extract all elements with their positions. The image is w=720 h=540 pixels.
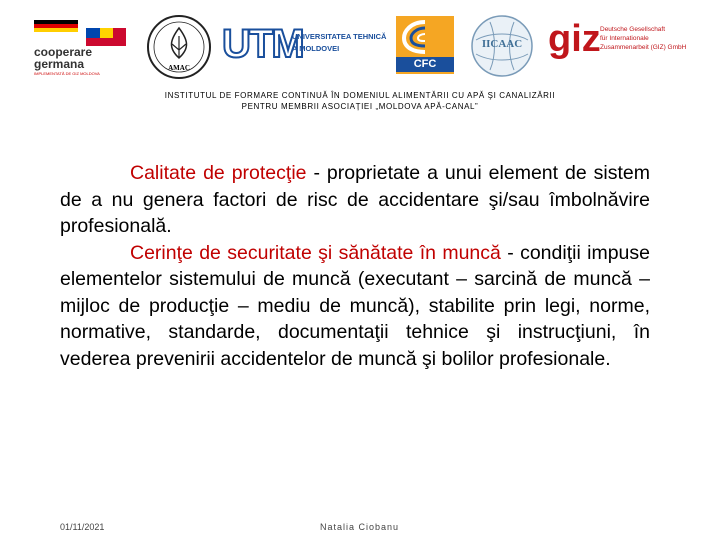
amac-text: AMAC — [168, 64, 190, 72]
definition-term-1: Calitate de protecţie — [130, 162, 307, 184]
definition-text-2: - condiţii impuse elementelor sistemului de muncă (executant – sarcină de muncă – mijloc de producţie – mediu de muncă), stabilite prin legi, norme, normative, standarde, documentaţii tehnice şi instrucţiuni, în vederea prevenirii accidentelor de muncă şi bolilor profesionale. — [60, 241, 650, 370]
amac-logo — [146, 14, 212, 80]
utm-logo — [222, 20, 387, 70]
cooperare-germana-logo — [34, 18, 129, 80]
institute-header — [0, 90, 720, 112]
cfc-logo — [396, 16, 454, 74]
giz-line1: Deutsche Gesellschaft — [600, 26, 666, 33]
cooperare-small-text: IMPLEMENTATĂ DE GIZ MOLDOVA — [34, 71, 100, 76]
definition-paragraph-1 — [60, 160, 650, 240]
utm-letters: UTM — [222, 22, 303, 66]
definition-text-1: - proprietate a unui element de sistem de a nu genera factori de risc de accidentare şi/sau îmbolnăvire profesională. — [60, 162, 650, 237]
iicaac-logo — [470, 14, 534, 78]
footer-date: 01/11/2021 — [60, 522, 105, 532]
definitions-body — [60, 160, 650, 372]
germana-text: germana — [34, 57, 85, 71]
iicaac-text: IICAAC — [481, 38, 523, 50]
giz-text: giz — [548, 18, 601, 60]
giz-line2: für Internationale — [600, 35, 649, 42]
header-line1: INSTITUTUL DE FORMARE CONTINUĂ ÎN DOMENIUL ALIMENTĂRII CU APĂ ŞI CANALIZĂRII — [164, 91, 556, 100]
giz-logo — [548, 18, 688, 68]
cfc-swirl-icon — [396, 16, 454, 56]
definition-paragraph-2 — [60, 240, 650, 373]
header-line2: PENTRU MEMBRII ASOCIAȚIEI „MOLDOVA APĂ-CANAL” — [241, 102, 479, 111]
logo-bar — [0, 0, 720, 90]
utm-line1: UNIVERSITATEA TEHNICĂ — [292, 32, 387, 41]
cooperare-text: cooperare — [34, 45, 93, 59]
giz-line3: Zusammenarbeit (GIZ) GmbH — [600, 44, 687, 51]
definition-term-2: Cerinţe de securitate şi sănătate în muncă — [130, 241, 501, 264]
footer-author: Natalia Ciobanu — [320, 522, 400, 532]
utm-line2: A MOLDOVEI — [292, 44, 340, 53]
cfc-text: CFC — [396, 57, 454, 72]
